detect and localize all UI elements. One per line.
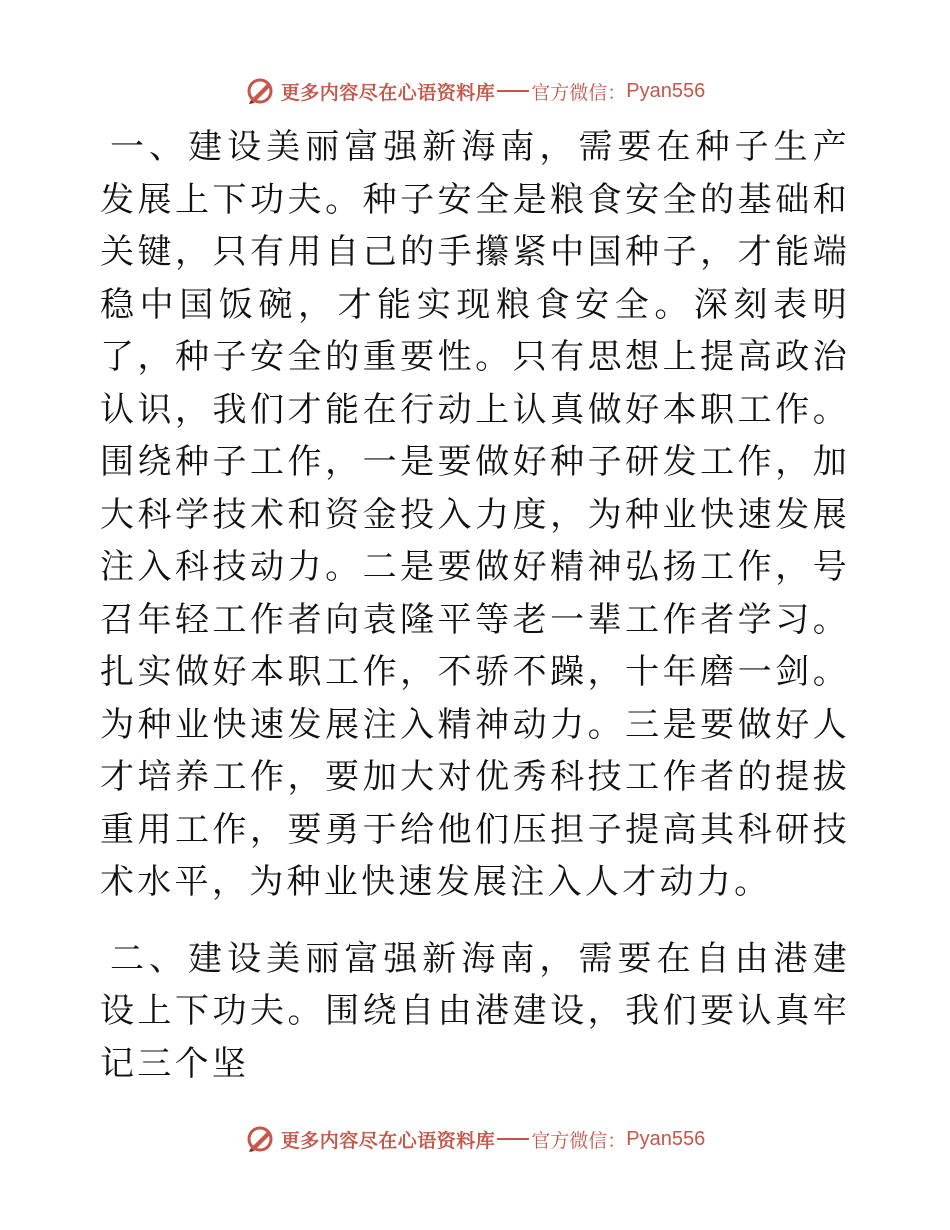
watermark-wechat-label: 官方微信： (531, 1129, 627, 1152)
header-watermark (0, 71, 950, 111)
watermark-dash (497, 90, 529, 92)
watermark-main-text: 更多内容尽在心语资料库 (280, 81, 496, 104)
paragraph-2: 二、建设美丽富强新海南，需要在自由港建设上下功夫。围绕自由港建设，我们要认真牢记三个坚 (100, 938, 850, 1084)
pen-logo-icon (245, 76, 275, 106)
watermark-dash (497, 1138, 529, 1140)
watermark-wechat-id: Pyan556 (626, 1127, 706, 1150)
watermark-wechat-id: Pyan556 (626, 79, 706, 102)
paragraph-1: 一、建设美丽富强新海南，需要在种子生产发展上下功夫。种子安全是粮食安全的基础和关键，只有用自己的手攥紧中国种子，才能端稳中国饭碗，才能实现粮食安全。深刻表明了，种子安全的重要性。只有思想上提高政治认识，我们才能在行动上认真做好本职工作。围绕种子工作，一是要做好种子研发工作，加大科学技术和资金投入力度，为种业快速发展注入科技动力。二是要做好精神弘扬工作，号召年轻工作者向袁隆平等老一辈工作者学习。扎实做好本职工作，不骄不躁，十年磨一剑。为种业快速发展注入精神动力。三是要做好人才培养工作，要加大对优秀科技工作者的提拔重用工作，要勇于给他们压担子提高其科研技术水平，为种业快速发展注入人才动力。 (100, 127, 850, 902)
watermark-main-text: 更多内容尽在心语资料库 (280, 1129, 496, 1152)
document-body (100, 121, 850, 1090)
watermark-wechat-label: 官方微信： (531, 81, 627, 104)
footer-watermark (0, 1119, 950, 1159)
pen-logo-icon (245, 1124, 275, 1154)
